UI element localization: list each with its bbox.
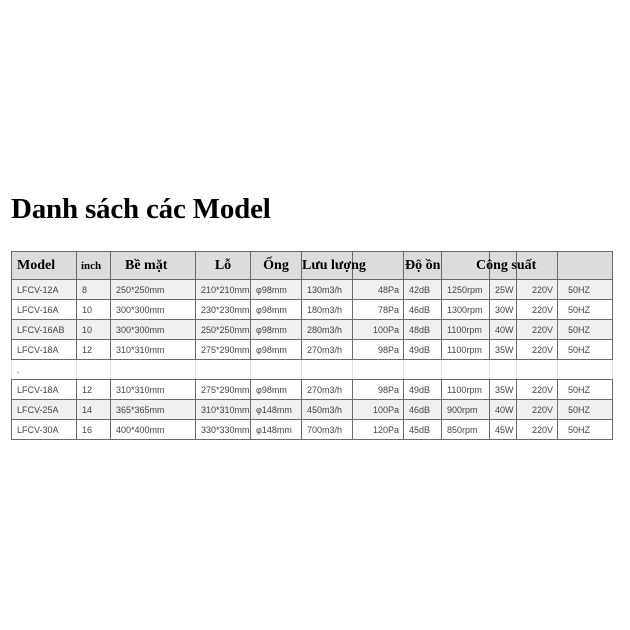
cell-model: LFCV-18A: [12, 340, 77, 360]
cell-watt: 35W: [490, 380, 517, 400]
header-hole: Lỗ: [196, 252, 251, 280]
header-duct: Ống: [251, 252, 302, 280]
cell-inch: 12: [77, 380, 111, 400]
table-row: [12, 380, 613, 400]
cell-frequency: 50HZ: [558, 300, 613, 320]
cell-frequency: 50HZ: [558, 420, 613, 440]
cell-airflow: 270m3/h: [302, 340, 353, 360]
cell-surface: 400*400mm: [111, 420, 196, 440]
table-row: [12, 300, 613, 320]
cell-airflow: 270m3/h: [302, 380, 353, 400]
cell-pressure: 98Pa: [353, 340, 404, 360]
cell-rpm: 1100rpm: [442, 380, 490, 400]
cell-airflow: 180m3/h: [302, 300, 353, 320]
cell-inch: 8: [77, 280, 111, 300]
cell-voltage: 220V: [517, 280, 558, 300]
cell-frequency: 50HZ: [558, 400, 613, 420]
cell-watt: 40W: [490, 400, 517, 420]
table-header-row: [12, 252, 613, 280]
cell-duct: φ98mm: [251, 300, 302, 320]
cell-noise: 49dB: [404, 340, 442, 360]
cell-surface: [111, 360, 196, 380]
cell-surface: 300*300mm: [111, 320, 196, 340]
cell-pressure: 100Pa: [353, 400, 404, 420]
cell-surface: 250*250mm: [111, 280, 196, 300]
cell-watt: 45W: [490, 420, 517, 440]
cell-noise: [404, 360, 442, 380]
cell-surface: 310*310mm: [111, 380, 196, 400]
table-row: [12, 320, 613, 340]
cell-airflow: 450m3/h: [302, 400, 353, 420]
header-power-label: Công suất: [476, 257, 537, 273]
cell-watt: 30W: [490, 300, 517, 320]
cell-model: LFCV-25A: [12, 400, 77, 420]
cell-rpm: 850rpm: [442, 420, 490, 440]
cell-inch: 10: [77, 320, 111, 340]
cell-watt: 25W: [490, 280, 517, 300]
cell-airflow: 130m3/h: [302, 280, 353, 300]
cell-voltage: 220V: [517, 300, 558, 320]
table-row: [12, 340, 613, 360]
header-noise: Độ ồn: [404, 252, 442, 280]
cell-duct: φ98mm: [251, 380, 302, 400]
cell-frequency: 50HZ: [558, 340, 613, 360]
cell-duct: [251, 360, 302, 380]
header-airflow: [302, 252, 366, 280]
table-row-blank: [12, 360, 613, 380]
cell-model: LFCV-16AB: [12, 320, 77, 340]
page-title: Danh sách các Model: [11, 193, 271, 225]
header-power: [442, 252, 537, 280]
cell-hole: 250*250mm: [196, 320, 251, 340]
cell-rpm: 900rpm: [442, 400, 490, 420]
cell-rpm: 1250rpm: [442, 280, 490, 300]
cell-pressure: 120Pa: [353, 420, 404, 440]
cell-hole: 210*210mm: [196, 280, 251, 300]
cell-duct: φ98mm: [251, 280, 302, 300]
header-surface: Bề mặt: [111, 252, 196, 280]
header-inch: inch: [77, 252, 111, 280]
cell-surface: 300*300mm: [111, 300, 196, 320]
cell-model: LFCV-18A: [12, 380, 77, 400]
cell-pressure: [353, 360, 404, 380]
cell-surface: 365*365mm: [111, 400, 196, 420]
cell-voltage: 220V: [517, 420, 558, 440]
cell-pressure: 98Pa: [353, 380, 404, 400]
cell-voltage: 220V: [517, 380, 558, 400]
header-power-extra-3: [558, 252, 613, 280]
header-model: Model: [12, 252, 77, 280]
cell-inch: [77, 360, 111, 380]
cell-airflow: [302, 360, 353, 380]
cell-duct: φ98mm: [251, 340, 302, 360]
model-spec-table: [11, 251, 613, 440]
cell-inch: 12: [77, 340, 111, 360]
cell-noise: 48dB: [404, 320, 442, 340]
cell-rpm: 1100rpm: [442, 320, 490, 340]
header-airflow-label: Lưu lượng: [302, 257, 366, 273]
cell-rpm: 1100rpm: [442, 340, 490, 360]
cell-pressure: 48Pa: [353, 280, 404, 300]
cell-voltage: 220V: [517, 320, 558, 340]
cell-model: LFCV-12A: [12, 280, 77, 300]
cell-model: .: [12, 360, 77, 380]
cell-frequency: 50HZ: [558, 280, 613, 300]
cell-frequency: 50HZ: [558, 320, 613, 340]
cell-voltage: [517, 360, 558, 380]
cell-duct: φ148mm: [251, 400, 302, 420]
cell-model: LFCV-16A: [12, 300, 77, 320]
cell-pressure: 100Pa: [353, 320, 404, 340]
cell-watt: 40W: [490, 320, 517, 340]
cell-hole: 330*330mm: [196, 420, 251, 440]
cell-noise: 45dB: [404, 420, 442, 440]
cell-watt: 35W: [490, 340, 517, 360]
cell-noise: 46dB: [404, 400, 442, 420]
cell-hole: 230*230mm: [196, 300, 251, 320]
cell-hole: 310*310mm: [196, 400, 251, 420]
cell-noise: 46dB: [404, 300, 442, 320]
cell-airflow: 280m3/h: [302, 320, 353, 340]
cell-voltage: 220V: [517, 400, 558, 420]
cell-noise: 49dB: [404, 380, 442, 400]
cell-voltage: 220V: [517, 340, 558, 360]
cell-rpm: [442, 360, 490, 380]
cell-hole: 275*290mm: [196, 380, 251, 400]
cell-inch: 16: [77, 420, 111, 440]
cell-inch: 10: [77, 300, 111, 320]
cell-frequency: [558, 360, 613, 380]
cell-airflow: 700m3/h: [302, 420, 353, 440]
cell-frequency: 50HZ: [558, 380, 613, 400]
table-row: [12, 280, 613, 300]
cell-inch: 14: [77, 400, 111, 420]
cell-surface: 310*310mm: [111, 340, 196, 360]
cell-duct: φ98mm: [251, 320, 302, 340]
table-row: [12, 400, 613, 420]
cell-hole: 275*290mm: [196, 340, 251, 360]
cell-rpm: 1300rpm: [442, 300, 490, 320]
cell-watt: [490, 360, 517, 380]
cell-noise: 42dB: [404, 280, 442, 300]
cell-pressure: 78Pa: [353, 300, 404, 320]
cell-hole: [196, 360, 251, 380]
table-row: [12, 420, 613, 440]
cell-model: LFCV-30A: [12, 420, 77, 440]
cell-duct: φ148mm: [251, 420, 302, 440]
